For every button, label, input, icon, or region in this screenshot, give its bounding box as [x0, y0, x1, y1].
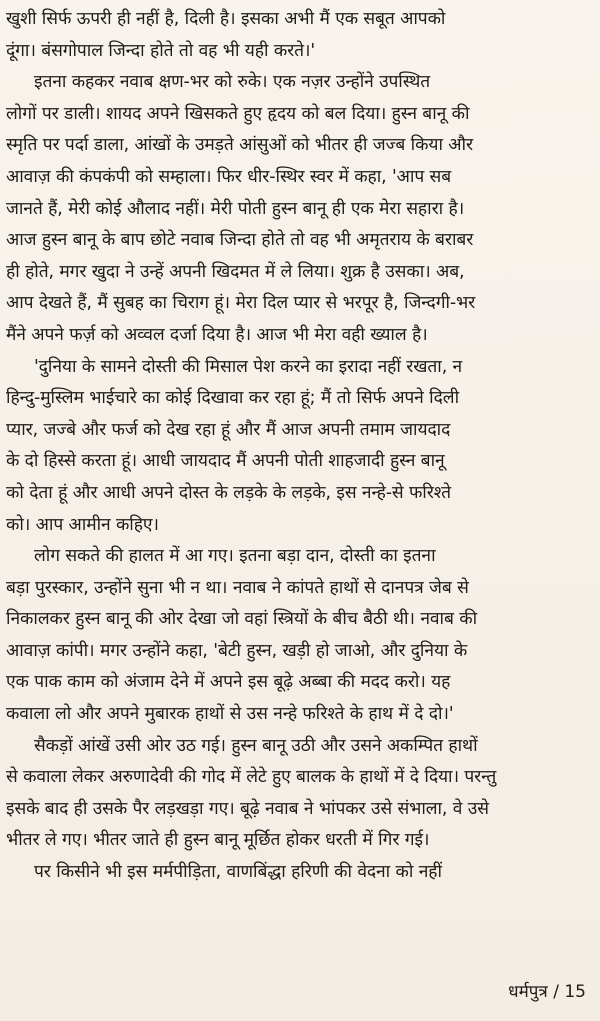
text-line: प्यार, जज्बे और फर्ज को देख रहा हूं और मैं आज अपनी तमाम जायदाद — [6, 419, 451, 440]
text-line: आवाज़ कांपी। मगर उन्होंने कहा, 'बेटी हुस्न, खड़ी हो जाओ, और दुनिया के — [6, 640, 468, 661]
text-line: हिन्दु-मुस्लिम भाईचारे का कोई दिखावा कर रहा हूं; मैं तो सिर्फ अपने दिली — [6, 388, 459, 409]
text-line: दूंगा। बंसगोपाल जिन्दा होते तो वह भी यही करते।' — [6, 40, 316, 61]
footer-separator: / — [547, 982, 565, 1002]
text-line: को। आप आमीन कहिए। — [6, 514, 159, 535]
text-line: कवाला लो और अपने मुबारक हाथों से उस नन्हे फरिश्ते के हाथ में दे दो।' — [6, 704, 454, 725]
text-line: मैंने अपने फर्ज़ को अव्वल दर्जा दिया है। आज भी मेरा वही ख्याल है। — [6, 324, 428, 345]
page-number: 15 — [564, 982, 586, 1002]
page-body — [6, 4, 594, 889]
text-line: आज हुस्न बानू के बाप छोटे नवाब जिन्दा होते तो वह भी अमृतराय के बराबर — [6, 230, 474, 251]
text-line: सैकड़ों आंखें उसी ओर उठ गई। हुस्न बानू उठी और उसने अकम्पित हाथों — [34, 735, 478, 756]
text-line: 'दुनिया के सामने दोस्ती की मिसाल पेश करने का इरादा नहीं रखता, न — [34, 356, 463, 377]
text-line: भीतर ले गए। भीतर जाते ही हुस्न बानू मूर्छित होकर धरती में गिर गई। — [6, 830, 430, 851]
text-line: बड़ा पुरस्कार, उन्होंने सुना भी न था। नवाब ने कांपते हाथों से दानपत्र जेब से — [6, 577, 469, 598]
text-line: स्मृति पर पर्दा डाला, आंखों के उमड़ते आंसुओं को भीतर ही जज्ब किया और — [6, 135, 473, 156]
text-line: से कवाला लेकर अरुणादेवी की गोद में लेटे हुए बालक के हाथों में दे दिया। परन्तु — [6, 767, 497, 788]
text-line: पर किसीने भी इस मर्मपीड़िता, वाणबिंद्धा हरिणी की वेदना को नहीं — [34, 862, 442, 883]
text-line: खुशी सिर्फ ऊपरी ही नहीं है, दिली है। इसका अभी मैं एक सबूत आपको — [6, 9, 446, 29]
text-line: के दो हिस्से करता हूं। आधी जायदाद मैं अपनी पोती शाहजादी हुस्न बानू — [6, 451, 445, 472]
text-line: इतना कहकर नवाब क्षण-भर को रुके। एक नज़र उन्होंने उपस्थित — [34, 72, 431, 93]
text-line: ही होते, मगर खुदा ने उन्हें अपनी खिदमत में ले लिया। शुक्र है उसका। अब, — [6, 261, 465, 282]
text-line: इसके बाद ही उसके पैर लड़खड़ा गए। बूढ़े नवाब ने भांपकर उसे संभाला, वे उसे — [6, 798, 489, 819]
text-line: लोगों पर डाली। शायद अपने खिसकते हुए हृदय को बल दिया। हुस्न बानू की — [6, 103, 470, 124]
text-line: आवाज़ की कंपकंपी को सम्हाला। फिर धीर-स्थिर स्वर में कहा, 'आप सब — [6, 166, 452, 187]
text-line: आप देखते हैं, मैं सुबह का चिराग हूं। मेरा दिल प्यार से भरपूर है, जिन्दगी-भर — [6, 293, 476, 314]
text-line: को देता हूं और आधी अपने दोस्त के लड़के के लड़के, इस नन्हे-से फरिश्ते — [6, 482, 451, 503]
text-line: लोग सकते की हालत में आ गए। इतना बड़ा दान, दोस्ती का इतना — [34, 546, 436, 567]
text-line: निकालकर हुस्न बानू की ओर देखा जो वहां स्त्रियों के बीच बैठी थी। नवाब की — [6, 609, 477, 630]
text-line: एक पाक काम को अंजाम देने में अपने इस बूढ़े अब्बा की मदद करो। यह — [6, 672, 451, 693]
text-line: जानते हैं, मेरी कोई औलाद नहीं। मेरी पोती हुस्न बानू ही एक मेरा सहारा है। — [6, 198, 465, 219]
book-title: धर्मपुत्र — [508, 982, 548, 1002]
page-footer — [508, 981, 586, 1003]
